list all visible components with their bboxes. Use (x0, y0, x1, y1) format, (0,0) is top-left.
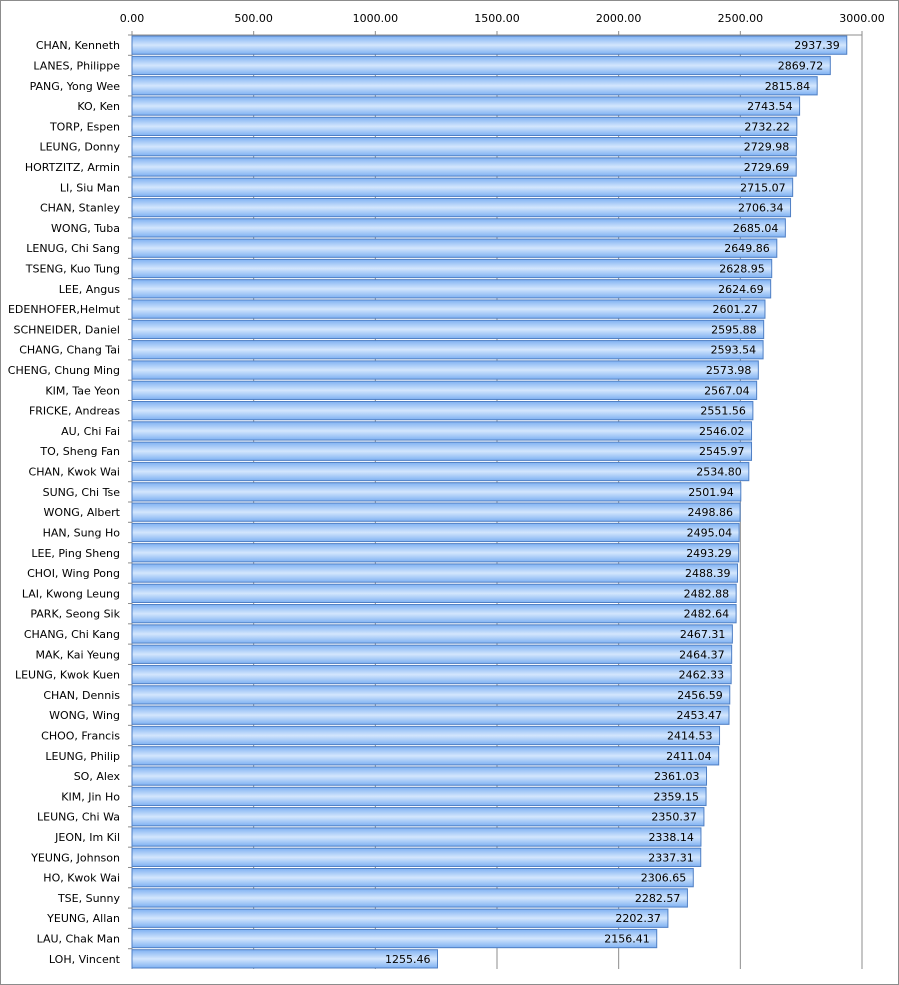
data-label: 2595.88 (711, 323, 757, 337)
bar (132, 848, 701, 866)
category-label: HO, Kwok Wai (43, 871, 120, 885)
bar (132, 158, 796, 176)
data-label: 2337.31 (648, 851, 694, 865)
x-tick-label: 0.00 (119, 12, 145, 25)
category-label: AU, Chi Fai (61, 424, 120, 438)
bar (132, 747, 719, 765)
data-label: 2715.07 (740, 181, 786, 195)
data-label: 2501.94 (688, 485, 734, 499)
data-label: 2545.97 (699, 445, 745, 459)
category-label: TORP, Espen (49, 120, 120, 134)
bar (132, 686, 730, 704)
data-label: 2202.37 (615, 912, 661, 926)
category-label: CHAN, Stanley (39, 201, 120, 215)
data-label: 2306.65 (640, 871, 687, 885)
bar (132, 219, 785, 237)
bar (132, 665, 731, 683)
bar (132, 462, 749, 480)
data-label: 2482.64 (683, 607, 730, 621)
category-label: WONG, Tuba (50, 221, 120, 235)
category-label: LEE, Ping Sheng (31, 546, 120, 560)
data-label: 2551.56 (700, 404, 746, 418)
bar (132, 36, 847, 54)
bar (132, 97, 800, 115)
x-tick-label: 500.00 (234, 12, 273, 25)
bar (132, 422, 752, 440)
category-label: LENUG, Chi Sang (26, 242, 120, 256)
bar (132, 77, 817, 95)
data-label: 2495.04 (686, 526, 733, 540)
bar (132, 787, 706, 805)
category-label: CHANG, Chi Kang (23, 627, 120, 641)
data-label: 2601.27 (712, 303, 758, 317)
category-label: CHAN, Kenneth (35, 39, 120, 53)
bar (132, 523, 739, 541)
data-label: 2482.88 (683, 587, 730, 601)
bar (132, 909, 668, 927)
bar (132, 117, 797, 135)
category-label: HORTZITZ, Armin (24, 160, 120, 174)
bar (132, 178, 793, 196)
bar (132, 341, 763, 359)
data-label: 2282.57 (634, 891, 681, 905)
x-tick-label: 1500.00 (474, 12, 520, 25)
category-label: KO, Ken (77, 100, 120, 114)
category-label: TSE, Sunny (57, 891, 120, 905)
data-label: 2593.54 (710, 343, 757, 357)
category-label: SUNG, Chi Tse (42, 485, 120, 499)
data-label: 2729.69 (743, 160, 790, 174)
x-tick-labels (120, 12, 885, 25)
data-label: 2628.95 (719, 262, 765, 276)
bar (132, 280, 771, 298)
data-label: 2411.04 (666, 749, 712, 763)
bar (132, 503, 740, 521)
data-label: 2624.69 (718, 282, 764, 296)
category-label: KIM, Jin Ho (61, 790, 120, 804)
category-label: LEE, Angus (58, 282, 120, 296)
category-label: CHAN, Kwok Wai (28, 465, 120, 479)
category-label: WONG, Wing (49, 709, 120, 723)
data-label: 2498.86 (687, 506, 734, 520)
category-label: YEUNG, Allan (47, 912, 120, 926)
bar (132, 259, 772, 277)
bar (132, 645, 732, 663)
bar (132, 401, 753, 419)
data-label: 2453.47 (676, 709, 723, 723)
category-label: LAI, Kwong Leung (21, 587, 120, 601)
category-label: CHOI, Wing Pong (27, 567, 120, 581)
bar (132, 442, 752, 460)
bar (132, 726, 720, 744)
bar (132, 381, 757, 399)
bar (132, 300, 765, 318)
category-labels (8, 39, 121, 966)
bar (132, 706, 729, 724)
data-label: 2869.72 (777, 59, 824, 73)
x-tick-label: 2000.00 (595, 12, 642, 25)
category-label: TSENG, Kuo Tung (25, 262, 120, 276)
data-label: 2732.22 (744, 120, 790, 134)
data-label: 2361.03 (654, 770, 700, 784)
category-label: LEUNG, Chi Wa (37, 810, 120, 824)
category-label: LANES, Philippe (33, 59, 120, 73)
category-label: HAN, Sung Ho (42, 526, 120, 540)
bar (132, 56, 830, 74)
bar (132, 828, 701, 846)
bar (132, 239, 777, 257)
data-label: 2729.98 (743, 140, 790, 154)
x-tick-label: 3000.00 (839, 12, 885, 25)
data-label: 2534.80 (696, 465, 742, 479)
category-label: EDENHOFER,Helmut (7, 303, 120, 317)
data-label: 2815.84 (764, 79, 811, 93)
data-label: 2350.37 (651, 810, 697, 824)
category-label: PARK, Seong Sik (30, 607, 120, 621)
bar (132, 889, 687, 907)
data-label: 2685.04 (732, 221, 779, 235)
data-label: 2464.37 (679, 648, 725, 662)
category-label: LEUNG, Kwok Kuen (14, 668, 120, 682)
category-label: PANG, Yong Wee (29, 79, 120, 93)
bar (132, 808, 704, 826)
data-label: 2743.54 (747, 100, 793, 114)
bar (132, 584, 736, 602)
bars (132, 36, 847, 968)
category-label: TO, Sheng Fan (40, 445, 120, 459)
category-label: LOH, Vincent (48, 952, 120, 966)
bar (132, 138, 796, 156)
bar-chart (1, 1, 898, 984)
category-label: LAU, Chak Man (36, 932, 120, 946)
data-label: 2567.04 (704, 384, 750, 398)
data-label: 2456.59 (677, 688, 723, 702)
bar (132, 361, 758, 379)
data-label: 2467.31 (679, 627, 726, 641)
data-label: 2414.53 (667, 729, 713, 743)
bar (132, 767, 707, 785)
data-label: 2338.14 (648, 831, 694, 845)
bar (132, 198, 791, 216)
x-tick-label: 2500.00 (717, 12, 764, 25)
data-label: 2488.39 (685, 567, 731, 581)
category-label: FRICKE, Andreas (28, 404, 120, 418)
bar (132, 625, 732, 643)
category-label: LEUNG, Donny (39, 140, 120, 154)
category-label: YEUNG, Johnson (31, 851, 120, 865)
x-tick-label: 1000.00 (352, 12, 399, 25)
category-label: LI, Siu Man (59, 181, 120, 195)
category-label: CHOO, Francis (41, 729, 120, 743)
data-label: 2573.98 (705, 364, 752, 378)
data-label: 2546.02 (699, 424, 745, 438)
data-label: 2937.39 (794, 39, 840, 53)
data-label: 2493.29 (686, 546, 732, 560)
data-label: 2462.33 (678, 668, 725, 682)
bar (132, 868, 693, 886)
category-label: WONG, Albert (43, 506, 120, 520)
data-label: 1255.46 (384, 952, 431, 966)
category-label: KIM, Tae Yeon (45, 384, 120, 398)
data-label: 2156.41 (604, 932, 650, 946)
bar (132, 483, 741, 501)
data-label: 2706.34 (738, 201, 784, 215)
data-label: 2649.86 (724, 242, 770, 256)
category-label: JEON, Im Kil (55, 831, 120, 845)
category-label: LEUNG, Philip (45, 749, 120, 763)
category-label: CHANG, Chang Tai (19, 343, 120, 357)
bar (132, 320, 764, 338)
category-label: SCHNEIDER, Daniel (13, 323, 120, 337)
bar (132, 564, 738, 582)
category-label: CHENG, Chung Ming (7, 364, 120, 378)
bar (132, 929, 657, 947)
category-label: SO, Alex (73, 770, 120, 784)
bar (132, 605, 736, 623)
data-label: 2359.15 (653, 790, 700, 804)
category-label: MAK, Kai Yeung (35, 648, 120, 662)
bar (132, 544, 739, 562)
category-label: CHAN, Dennis (43, 688, 120, 702)
